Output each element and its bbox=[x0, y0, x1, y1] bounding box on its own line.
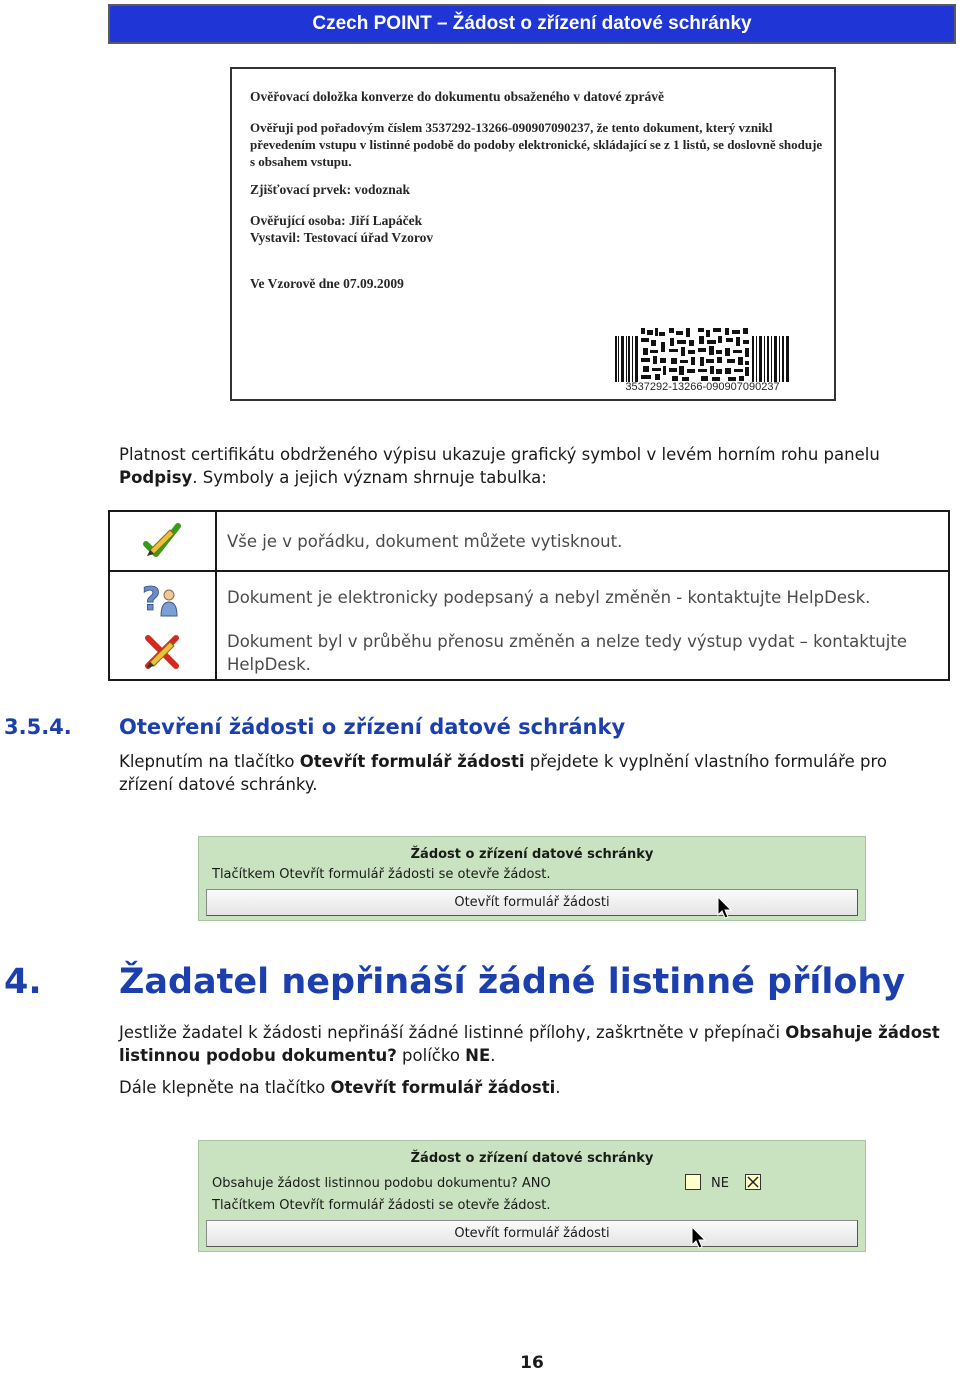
check-pen-icon bbox=[142, 520, 182, 560]
barcode-icon bbox=[615, 328, 790, 382]
panel-question-text: Obsahuje žádost listinnou podobu dokumentu? bbox=[212, 1176, 518, 1191]
yes-label: ANO bbox=[521, 1176, 551, 1191]
panel-question bbox=[212, 1176, 551, 1191]
chapter-text-2-end: . bbox=[555, 1078, 561, 1097]
section-heading bbox=[4, 715, 625, 739]
intro-text-after: . Symboly a jejich význam shrnuje tabulka: bbox=[192, 468, 547, 487]
table-row-text: Dokument byl v průběhu přenosu změněn a nelze tedy výstup vydat – kontaktujte HelpDesk. bbox=[227, 632, 907, 674]
barcode-number: 3537292-13266-090907090237 bbox=[625, 381, 780, 393]
no-checkbox[interactable] bbox=[745, 1174, 761, 1190]
svg-text:?: ? bbox=[142, 580, 161, 618]
chapter-text: Jestliže žadatel k žádosti nepřináší žádné listinné přílohy, zaškrtněte v přepínači bbox=[119, 1023, 786, 1042]
certificate-issuer: Vystavil: Testovací úřad Vzorov bbox=[250, 230, 434, 245]
panel-title: Žádost o zřízení datové schránky bbox=[410, 1151, 654, 1166]
page-number: 16 bbox=[520, 1353, 544, 1373]
request-panel bbox=[198, 836, 866, 921]
certificate-check-element: Zjišťovací prvek: vodoznak bbox=[250, 182, 411, 197]
chapter-text-middle: políčko bbox=[396, 1046, 466, 1065]
mouse-cursor-icon bbox=[691, 1226, 707, 1250]
certificate-title: Ověřovací doložka konverze do dokumentu obsaženého v datové zprávě bbox=[250, 89, 664, 104]
chapter-text-2: Dále klepněte na tlačítko bbox=[119, 1078, 331, 1097]
yes-checkbox[interactable] bbox=[685, 1174, 701, 1190]
chapter-bold-question: Obsahuje žádost listinnou podobu dokumentu? bbox=[119, 1023, 940, 1065]
checked-cross-icon bbox=[747, 1176, 759, 1188]
chapter-bold-button: Otevřít formulář žádosti bbox=[330, 1078, 556, 1097]
section-title: Otevření žádosti o zřízení datové schránky bbox=[119, 715, 626, 739]
section-text-after: přejdete k vyplnění vlastního formuláře pro zřízení datové schránky. bbox=[119, 752, 887, 794]
question-person-icon bbox=[140, 578, 180, 618]
intro-paragraph bbox=[119, 443, 909, 489]
conversion-certificate bbox=[230, 67, 836, 401]
table-divider bbox=[110, 570, 948, 572]
section-text: Klepnutím na tlačítko bbox=[119, 752, 300, 771]
mouse-cursor-icon bbox=[717, 896, 733, 920]
section-bold: Otevřít formulář žádosti bbox=[299, 752, 525, 771]
chapter-paragraph bbox=[119, 1021, 954, 1067]
chapter-paragraph-2 bbox=[119, 1076, 939, 1099]
chapter-bold-no: NE bbox=[465, 1046, 491, 1065]
header-bar bbox=[108, 4, 956, 44]
panel-instruction: Tlačítkem Otevřít formulář žádosti se otevře žádost. bbox=[212, 867, 551, 882]
symbols-table bbox=[108, 510, 950, 681]
chapter-heading bbox=[4, 962, 905, 1002]
request-panel-with-choice bbox=[198, 1140, 866, 1252]
certificate-verifying-person: Ověřující osoba: Jiří Lapáček bbox=[250, 213, 423, 228]
header-title: Czech POINT – Žádost o zřízení datové schránky bbox=[312, 13, 752, 34]
chapter-title: Žadatel nepřináší žádné listinné přílohy bbox=[119, 962, 906, 1002]
section-paragraph bbox=[119, 750, 939, 796]
section-number: 3.5.4. bbox=[4, 715, 72, 739]
open-form-button[interactable]: Otevřít formulář žádosti bbox=[206, 889, 858, 916]
intro-bold: Podpisy bbox=[119, 468, 193, 487]
chapter-number: 4. bbox=[4, 962, 42, 1002]
certificate-persons bbox=[250, 212, 433, 246]
panel-instruction: Tlačítkem Otevřít formulář žádosti se otevře žádost. bbox=[212, 1198, 551, 1213]
certificate-statement: Ověřuji pod pořadovým číslem 3537292-13266-090907090237, že tento dokument, který vznikl převedením vstupu v listinné podobě do podoby elektronické, skládající se z 1 listů, se doslovně shoduje s obsahem vstupu. bbox=[250, 120, 823, 169]
open-form-button[interactable]: Otevřít formulář žádosti bbox=[206, 1220, 858, 1247]
chapter-text-end: . bbox=[490, 1046, 496, 1065]
cross-pen-icon bbox=[142, 632, 182, 672]
certificate-place-date: Ve Vzorově dne 07.09.2009 bbox=[250, 276, 404, 291]
no-label: NE bbox=[711, 1176, 729, 1191]
table-row-text: Dokument je elektronicky podepsaný a nebyl změněn - kontaktujte HelpDesk. bbox=[227, 588, 871, 607]
table-row-text: Vše je v pořádku, dokument můžete vytisknout. bbox=[227, 532, 623, 551]
table-divider bbox=[215, 512, 217, 679]
panel-title: Žádost o zřízení datové schránky bbox=[410, 847, 654, 862]
intro-text: Platnost certifikátu obdrženého výpisu ukazuje grafický symbol v levém horním rohu panelu bbox=[119, 445, 880, 464]
